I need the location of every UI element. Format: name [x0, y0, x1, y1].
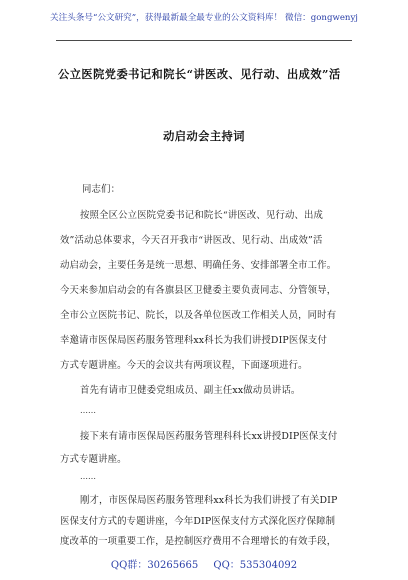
body-line: 今天来参加启动会的有各旗县区卫健委主要负责同志、分管领导， — [60, 285, 337, 296]
body-line: 幸邀请市医保局医药服务管理科xx科长为我们讲授DIP医保支付 — [60, 335, 327, 346]
header-watermark-note: 关注头条号“公文研究”，获得最新最全最专业的公文资料库！ 微信：gongwenyj — [50, 13, 358, 23]
body-line: 方式专题讲座。 — [60, 454, 127, 465]
footer-contact — [0, 556, 408, 571]
ellipsis-placeholder: …… — [80, 406, 96, 415]
body-line: 医保支付方式的专题讲座，今年DIP医保支付方式深化医疗保障制 — [60, 516, 336, 527]
document-title-line-1: 公立医院党委书记和院长“讲医改、见行动、出成效”活 — [58, 67, 341, 81]
footer-qq: QQ：535304092 — [213, 560, 298, 571]
body-line: 方式专题讲座。今天的会议共有两项议程，下面逐项进行。 — [60, 360, 308, 371]
body-line: 效”活动总体要求，今天召开我市“讲医改、见行动、出成效”活 — [60, 235, 323, 246]
body-line-hidden: 度改革的一项重要工作，是控制医疗费用不合理增长的有效手段， — [60, 536, 337, 547]
document-title-line-2: 动启动会主持词 — [163, 129, 245, 143]
body-line: 接下来有请市医保局医药服务管理科科长xx讲授DIP医保支付 — [80, 431, 338, 442]
body-line: 动启动会，主要任务是统一思想、明确任务、安排部署全市工作。 — [60, 260, 337, 271]
ellipsis-placeholder: …… — [80, 472, 96, 481]
footer-qq-group: QQ群：30265665 — [110, 560, 199, 571]
salutation: 同志们： — [82, 184, 121, 195]
body-line: 首先有请市卫健委党组成员、副主任xx做动员讲话。 — [80, 385, 301, 396]
body-line: 全市公立医院书记、院长，以及各单位医改工作相关人员，同时有 — [60, 310, 337, 321]
body-line: 刚才，市医保局医药服务管理科xx科长为我们讲授了有关DIP — [80, 495, 338, 506]
header-divider — [56, 40, 352, 41]
body-line: 按照全区公立医院党委书记和院长“讲医改、见行动、出成 — [80, 210, 324, 221]
